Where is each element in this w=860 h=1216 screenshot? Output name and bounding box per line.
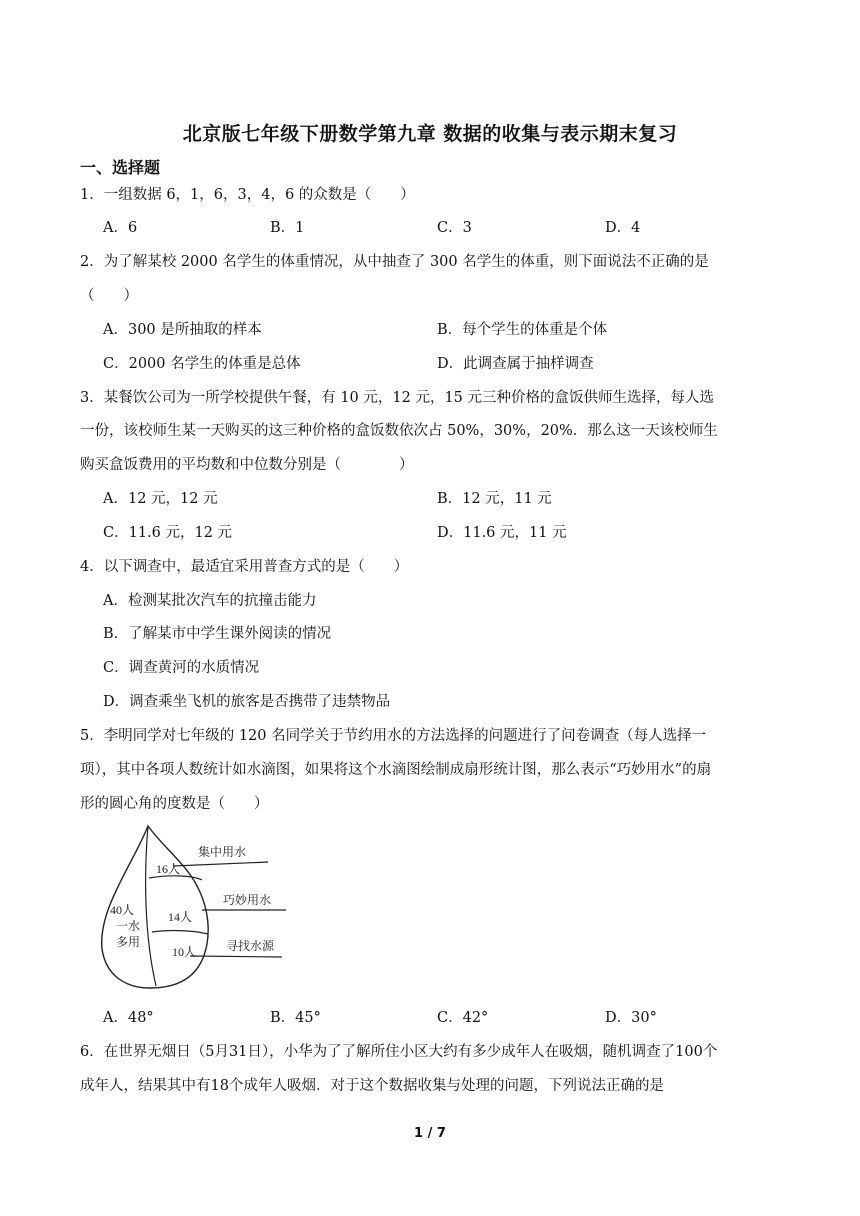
q3-stem-line-1: 3．某餐饮公司为一所学校提供午餐，有 10 元，12 元，15 元三种价格的盒饭供师生选择，每人选 [80, 390, 715, 406]
q4-option-c: C．调查黄河的水质情况 [103, 660, 260, 676]
left-text-1: 一水 [116, 919, 141, 933]
q5-stem-line-1: 5．李明同学对七年级的 120 名同学关于节约用水的方法选择的问题进行了问卷调查（每人选择一 [80, 728, 707, 744]
drop-inner-divider [146, 826, 156, 986]
q2-stem-line-1: 2．为了解某校 2000 名学生的体重情况，从中抽查了 300 名学生的体重，则下面说法不正确的是 [80, 254, 709, 270]
q5-stem-line-2: 项），其中各项人数统计如水滴图，如果将这个水滴图绘制成扇形统计图，那么表示“巧妙用水”的扇 [80, 762, 712, 778]
left-count: 40人 [110, 903, 135, 917]
q2-option-c: C．2000 名学生的体重是总体 [103, 356, 301, 372]
q4-stem: 4．以下调查中，最适宜采用普查方式的是（ ） [80, 559, 409, 575]
segment-divider-2 [152, 931, 208, 934]
bottom-label: 寻找水源 [226, 939, 275, 953]
top-label: 集中用水 [198, 845, 247, 859]
q5-option-a: A．48° [103, 1010, 154, 1026]
q2-stem-line-2: （ ） [80, 288, 138, 304]
page-number: 1 / 7 [414, 1126, 446, 1141]
q1-option-b: B．1 [270, 220, 305, 236]
middle-count: 14人 [168, 910, 193, 924]
q2-option-d: D．此调查属于抽样调查 [437, 356, 594, 372]
q3-stem-line-3: 购买盒饭费用的平均数和中位数分别是（ ） [80, 457, 414, 473]
middle-label: 巧妙用水 [223, 893, 272, 907]
q1-option-a: A．6 [103, 220, 138, 236]
q4-option-d: D．调查乘坐飞机的旅客是否携带了违禁物品 [103, 694, 391, 710]
q4-option-b: B．了解某市中学生课外阅读的情况 [103, 626, 332, 642]
q5-option-d: D．30° [605, 1010, 657, 1026]
left-text-2: 多用 [116, 935, 141, 949]
bottom-count: 10人 [172, 945, 197, 959]
q5-stem-line-3: 形的圆心角的度数是（ ） [80, 796, 269, 812]
q5-option-c: C．42° [437, 1010, 489, 1026]
q3-stem-line-2: 一份，该校师生某一天购买的这三种价格的盒饭数依次占 50%，30%，20%．那么这一天该校师生 [80, 423, 718, 439]
document-title: 北京版七年级下册数学第九章 数据的收集与表示期末复习 [182, 123, 678, 145]
q3-option-c: C．11.6 元，12 元 [103, 525, 233, 541]
q4-option-a: A．检测某批次汽车的抗撞击能力 [103, 593, 317, 609]
q1-stem: 1．一组数据 6，1，6，3，4，6 的众数是（ ） [80, 187, 415, 203]
q1-option-c: C．3 [437, 220, 472, 236]
water-drop-diagram [98, 824, 298, 996]
q3-option-d: D．11.6 元，11 元 [437, 525, 567, 541]
q3-option-b: B．12 元，11 元 [437, 491, 552, 507]
q2-option-a: A．300 是所抽取的样本 [103, 322, 262, 338]
section-heading: 一、选择题 [80, 158, 161, 177]
leader-top [173, 862, 268, 866]
q5-option-b: B．45° [270, 1010, 321, 1026]
q3-option-a: A．12 元，12 元 [103, 491, 218, 507]
top-count: 16人 [156, 862, 181, 876]
q2-option-b: B．每个学生的体重是个体 [437, 322, 608, 338]
q6-stem-line-2: 成年人，结果其中有18个成年人吸烟．对于这个数据收集与处理的问题，下列说法正确的是 [80, 1078, 664, 1094]
q6-stem-line-1: 6．在世界无烟日（5月31日），小华为了了解所住小区大约有多少成年人在吸烟，随机调查了100个 [80, 1044, 718, 1060]
q1-option-d: D．4 [605, 220, 641, 236]
